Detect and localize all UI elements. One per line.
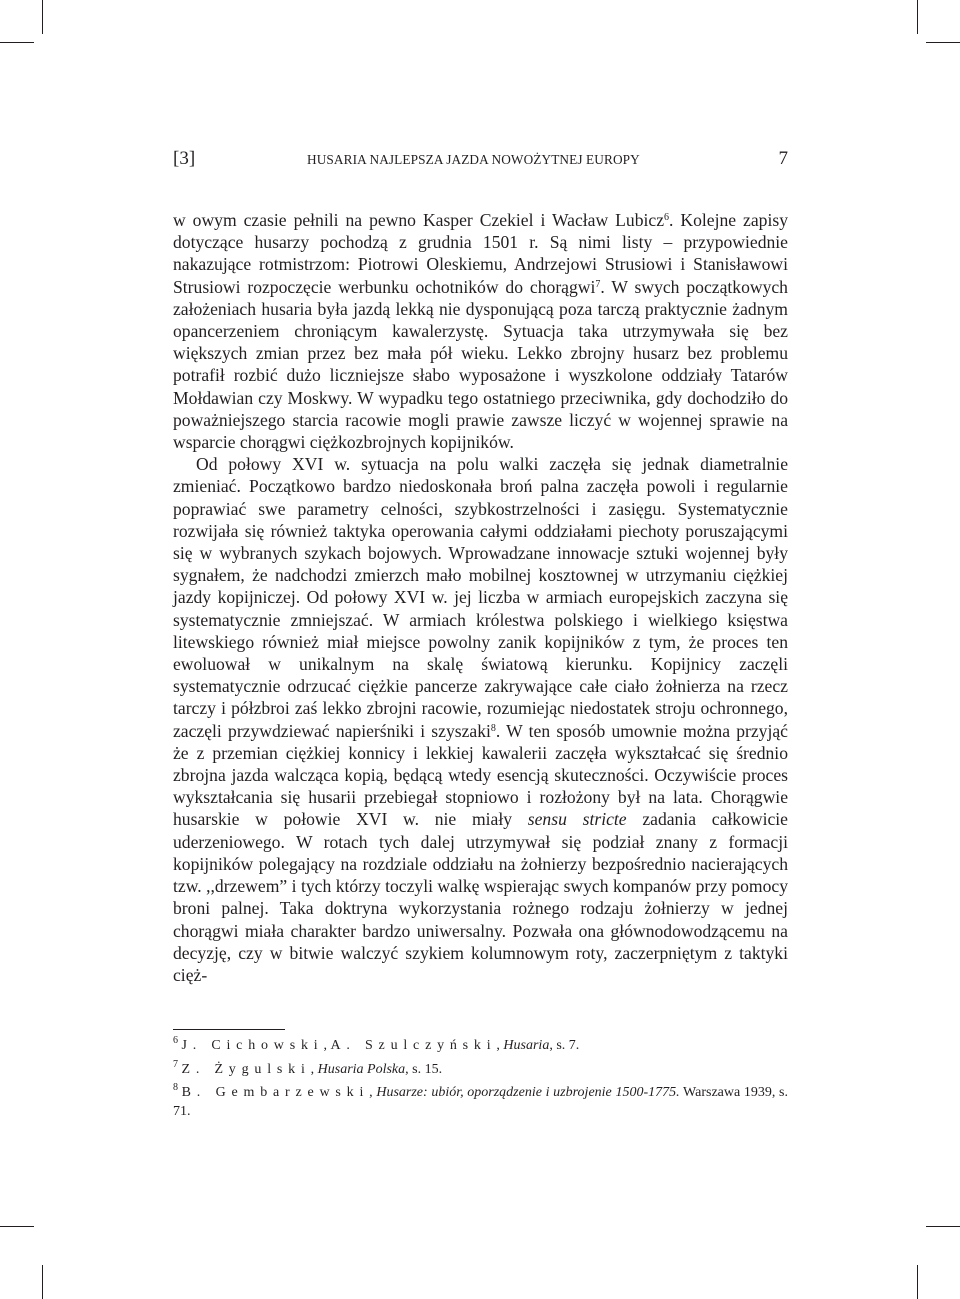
footnote-pages: , s. 15.: [405, 1061, 443, 1077]
footnote-author: B. Gembarzewski: [181, 1085, 370, 1100]
footnote-ref-6: 6: [664, 212, 670, 223]
body-text: [173, 209, 788, 986]
paragraph-2-text-b: . W ten sposób umownie można przyjąć że z przemian ciężkiej konnicy i lekkiej kawalerii zaczęła wykształcać się średnio zbrojna jazda walcząca kopią, będącą wtedy esencją skuteczności. Oczywiście proces wykształcania się husarii przebiegał stopniowo i rozłożony był na lata. Chorągwie husarskie w połowie XVI w. nie miały: [173, 720, 788, 830]
footnote-title: Husarze: ubiór, oporządzenie i uzbrojenie 1500-1775.: [376, 1085, 680, 1100]
paragraph-1: [173, 209, 788, 453]
paragraph-1-text-c: . W swych początkowych założeniach husaria była jazdą lekką nie dysponującą poza tarczą praktycznie żadnym opancerzeniem chroniącym kawalerzystę. Sytuacja taka utrzymywała się bez większych zmian przez bez mała pół wieku. Lekko zbrojny husarz bez problemu potrafił rozbić dużo liczniejsze słabo wyposażone i wyszkolone oddziały Tatarów Mołdawian czy Moskwy. W wypadku tego ostatniego przeciwnika, gdy dochodziło do poważniejszego starcia racowie mogli prawie zawsze liczyć w wojennej sprawie na wsparcie chorągwi ciężkozbrojnych kopijników.: [173, 276, 788, 453]
footnote-number: 8: [173, 1082, 178, 1093]
paragraph-1-text-b: . Kolejne zapisy dotyczące husarzy pochodzą z grudnia 1501 r. Są nimi listy – przypowiednie nakazujące rotmistrzom: Piotrowi Oleskiemu, Andrzejowi Strusiowi i Stanisławowi Strusiowi rozpoczęcie werbunku ochotników do chorągwi: [173, 210, 788, 297]
crop-mark-top-left: [42, 0, 43, 34]
footnote-separator-text: ,: [369, 1085, 377, 1100]
crop-mark-top-left-h: [0, 42, 34, 43]
footnote-7: [173, 1058, 788, 1080]
crop-mark-bottom-right: [917, 1265, 918, 1299]
page-number: 7: [778, 148, 788, 169]
footnote-number: 6: [173, 1035, 178, 1046]
latin-phrase: sensu stricte: [527, 809, 627, 830]
footnote-ref-8: 8: [490, 722, 496, 734]
footnotes: [173, 1037, 788, 1126]
footnote-number: 7: [173, 1058, 178, 1070]
footnote-author: J. Cichowski: [181, 1038, 324, 1053]
footnote-ref-7: 7: [595, 278, 601, 290]
footnote-separator: [173, 1029, 285, 1030]
footnote-8: [173, 1084, 788, 1121]
paragraph-2: [173, 453, 788, 986]
paragraph-2-text-a: Od połowy XVI w. sytuacja na polu walki zaczęła się jednak diametralnie zmieniać. Początkowo bardzo niedoskonała broń palna zaczęła powoli i regularnie poprawiać swe parametry celności, szybkostrzelności i zasięgu. Systematycznie rozwijała się również taktyka operowania całymi oddziałami piechoty poruszającymi się w wybranych szykach bojowych. Wprowadzane innowacje sztuki wojennej były sygnałem, że nadchodzi zmierzch mało mobilnej kosztownej w utrzymaniu ciężkiej jazdy kopijniczej. Od połowy XVI w. jej liczba w armiach europejskich zaczyna się systematycznie zmniejszać. W armiach królestwa polskiego i wielkiego księstwa litewskiego również miał miejsce powolny zanik kopijników z tym, że proces ten ewoluował w unikalnym na skalę światową kierunku. Kopijnicy zaczęli systematycznie odrzucać ciężkie pancerze zakrywające całe ciało żołnierza na rzecz tarczy i półzbroi zaś lekko zbrojni racowie, rozumiejąc niedostatek stroju ochronnego, zaczęli przywdziewać napierśniki i szyszaki: [173, 454, 788, 741]
footnote-title: Husaria: [503, 1038, 550, 1053]
footnote-pages: Warszawa 1939, s. 71.: [173, 1085, 788, 1119]
footnote-separator-text: ,: [496, 1038, 504, 1053]
footnote-pages: , s. 7.: [549, 1038, 580, 1053]
footnote-author: A. Szulczyński: [330, 1038, 497, 1053]
footnote-6: [173, 1037, 788, 1056]
crop-mark-bottom-left-h: [0, 1226, 34, 1227]
paragraph-2-text-c: zadania całkowicie uderzeniowego. W rotach tych dalej utrzymywał się podział znany z formacji kopijników polegający na rozdziale oddziału na żołnierzy bezpośrednio nacierających tzw. ,,drzewem” i tych którzy toczyli walkę wspierając swych kompanów przy pomocy broni palnej. Taka doktryna wykorzystania rożnego rodzaju żołnierzy w jednej chorągwi miała charakter bardzo uniwersalny. Pozwała ona głównodowodzącemu na decyzję, czy w bitwie walczyć szykiem kolumnowym roty, zaczerpniętym z taktyki cięż-: [173, 809, 788, 985]
crop-mark-bottom-right-h: [926, 1226, 960, 1227]
running-head: [173, 148, 788, 174]
paragraph-1-text-a: w owym czasie pełnili na pewno Kasper Czekiel i Wacław Lubicz: [173, 210, 665, 230]
footnote-separator-text: ,: [323, 1038, 331, 1053]
crop-mark-top-right: [917, 0, 918, 34]
crop-mark-top-right-h: [926, 42, 960, 43]
footnote-author: Z. Żygulski: [181, 1061, 311, 1077]
crop-mark-bottom-left: [42, 1265, 43, 1299]
footnote-separator-text: ,: [310, 1061, 318, 1077]
footnote-title: Husaria Polska: [317, 1061, 406, 1077]
section-number: [3]: [173, 148, 196, 169]
running-title: HUSARIA NAJLEPSZA JAZDA NOWOŻYTNEJ EUROPY: [307, 152, 640, 167]
